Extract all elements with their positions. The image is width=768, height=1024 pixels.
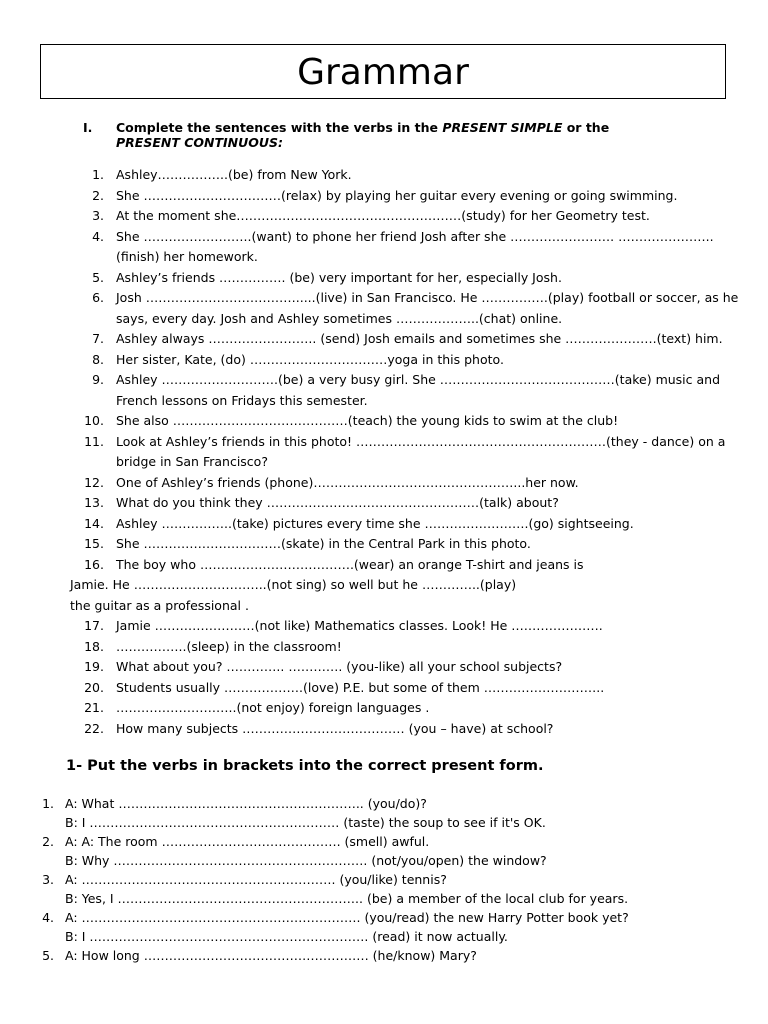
sentence-line: What about you? ………….. …………. (you-like) all your school subjects? [116,659,563,674]
sentence-line: (finish) her homework. [116,249,258,264]
item-number: 12. [84,474,104,490]
title-box [40,44,726,99]
item-number: 22. [84,720,104,736]
sentence-line: bridge in San Francisco? [116,454,268,469]
exercise-number: 5. [42,948,54,963]
sentence-line: Ashley’s friends ……………. (be) very important for her, especially Josh. [116,269,562,285]
item-number: 7. [92,331,104,346]
sentence-line: the guitar as a professional . [70,597,249,613]
sentence-line: Ashley always …………………….. (send) Josh emails and sometimes she ………………….(text) him. [116,331,723,346]
sentence-line: One of Ashley’s friends (phone)…………………………………………...her now. [116,474,579,490]
sentence-line: At the moment she………………………………………………(study) for her Geometry test. [116,208,650,223]
page-title: Grammar [297,52,469,93]
dialogue-line: A: ……………………………………………………. (you/like) tennis? [65,872,447,887]
sentence-line: She ……………………………(skate) in the Central Park in this photo. [116,536,531,551]
instruction-present-simple: PRESENT SIMPLE [442,120,563,135]
item-number: 10. [84,413,104,428]
section2-heading: 1- Put the verbs in brackets into the correct present form. [66,758,544,774]
item-number: 11. [84,433,104,449]
item-number: 6. [92,290,104,305]
dialogue-line: B: Why ……………………………………………………. (not/you/open) the window? [65,853,547,868]
exercise-number: 1. [42,796,54,811]
exercise-number: 2. [42,834,54,849]
item-number: 19. [84,659,104,674]
item-number: 5. [92,269,104,285]
dialogue-line: B: I …………………………………………………… (taste) the soup to see if it's OK. [65,815,546,830]
item-number: 18. [84,638,104,654]
sentence-line: Her sister, Kate, (do) ……………………………yoga in this photo. [116,351,504,367]
sentence-line: How many subjects ………………………………… (you – have) at school? [116,720,554,736]
dialogue-line: B: I …………………………………………………………. (read) it now actually. [65,929,508,944]
sentence-line: The boy who ……………………………….(wear) an orange T-shirt and jeans is [116,556,584,572]
item-number: 8. [92,351,104,367]
dialogue-line: B: Yes, I ………………………………………………….. (be) a member of the local club for years. [65,891,629,906]
dialogue-line: A: What ………………………………………………….. (you/do)? [65,796,427,811]
item-number: 20. [84,679,104,695]
dialogue-line: A: How long ……………………………………………… (he/know) Mary? [65,948,477,963]
item-number: 16. [84,556,104,572]
item-number: 17. [84,618,104,633]
sentence-line: Look at Ashley’s friends in this photo! ……………………………………………………(they - dance) on a [116,433,726,449]
item-number: 3. [92,208,104,223]
exercise-number: 4. [42,910,54,925]
item-number: 2. [92,187,104,203]
sentence-line: ……………..(sleep) in the classroom! [116,638,342,654]
item-number: 21. [84,700,104,715]
item-number: 14. [84,515,104,531]
sentence-line: Ashley……………..(be) from New York. [116,167,352,182]
item-number: 15. [84,536,104,551]
sentence-line: French lessons on Fridays this semester. [116,392,368,408]
sentence-line: Students usually ……………….(love) P.E. but some of them ……………………….. [116,679,605,695]
sentence-line: What do you think they ……………………………………………(talk) about? [116,495,559,510]
item-number: 4. [92,228,104,244]
item-number: 1. [92,167,104,182]
instruction-present-continuous: PRESENT CONTINUOUS: [116,135,284,150]
sentence-line: Ashley ……………………….(be) a very busy girl. She ……………………………………(take) music and [116,372,721,387]
sentence-line: She ……………………………(relax) by playing her guitar every evening or going swimming. [116,187,678,203]
exercise-number: 3. [42,872,54,887]
sentence-line: She also ……………………………………(teach) the young kids to swim at the club! [116,413,619,428]
sentence-line: says, every day. Josh and Ashley sometimes ………………..(chat) online. [116,310,563,326]
item-number: 13. [84,495,104,510]
sentence-line: Josh ……………………………….....(live) in San Francisco. He …………….(play) football or soccer, as he [116,290,739,305]
dialogue-line: A: A: The room ……………………………………. (smell) awful. [65,834,430,849]
dialogue-line: A: …………………………………………………………. (you/read) the new Harry Potter book yet? [65,910,629,925]
sentence-line: Jamie ……………………(not like) Mathematics classes. Look! He …………………. [116,618,603,633]
instruction-part-c: or the [562,120,610,135]
sentence-line: Jamie. He …………………………..(not sing) so well but he …………..(play) [70,577,517,592]
item-number: 9. [92,372,104,387]
sentence-line: She ……………………..(want) to phone her friend Josh after she ……………………. ………………….. [116,228,714,244]
sentence-line: ………………………..(not enjoy) foreign languages . [116,700,430,715]
instruction-part-a: Complete the sentences with the verbs in the [116,120,443,135]
sentence-line: Ashley ……………..(take) pictures every time she …………………….(go) sightseeing. [116,515,634,531]
section1-number: I. [83,120,93,135]
